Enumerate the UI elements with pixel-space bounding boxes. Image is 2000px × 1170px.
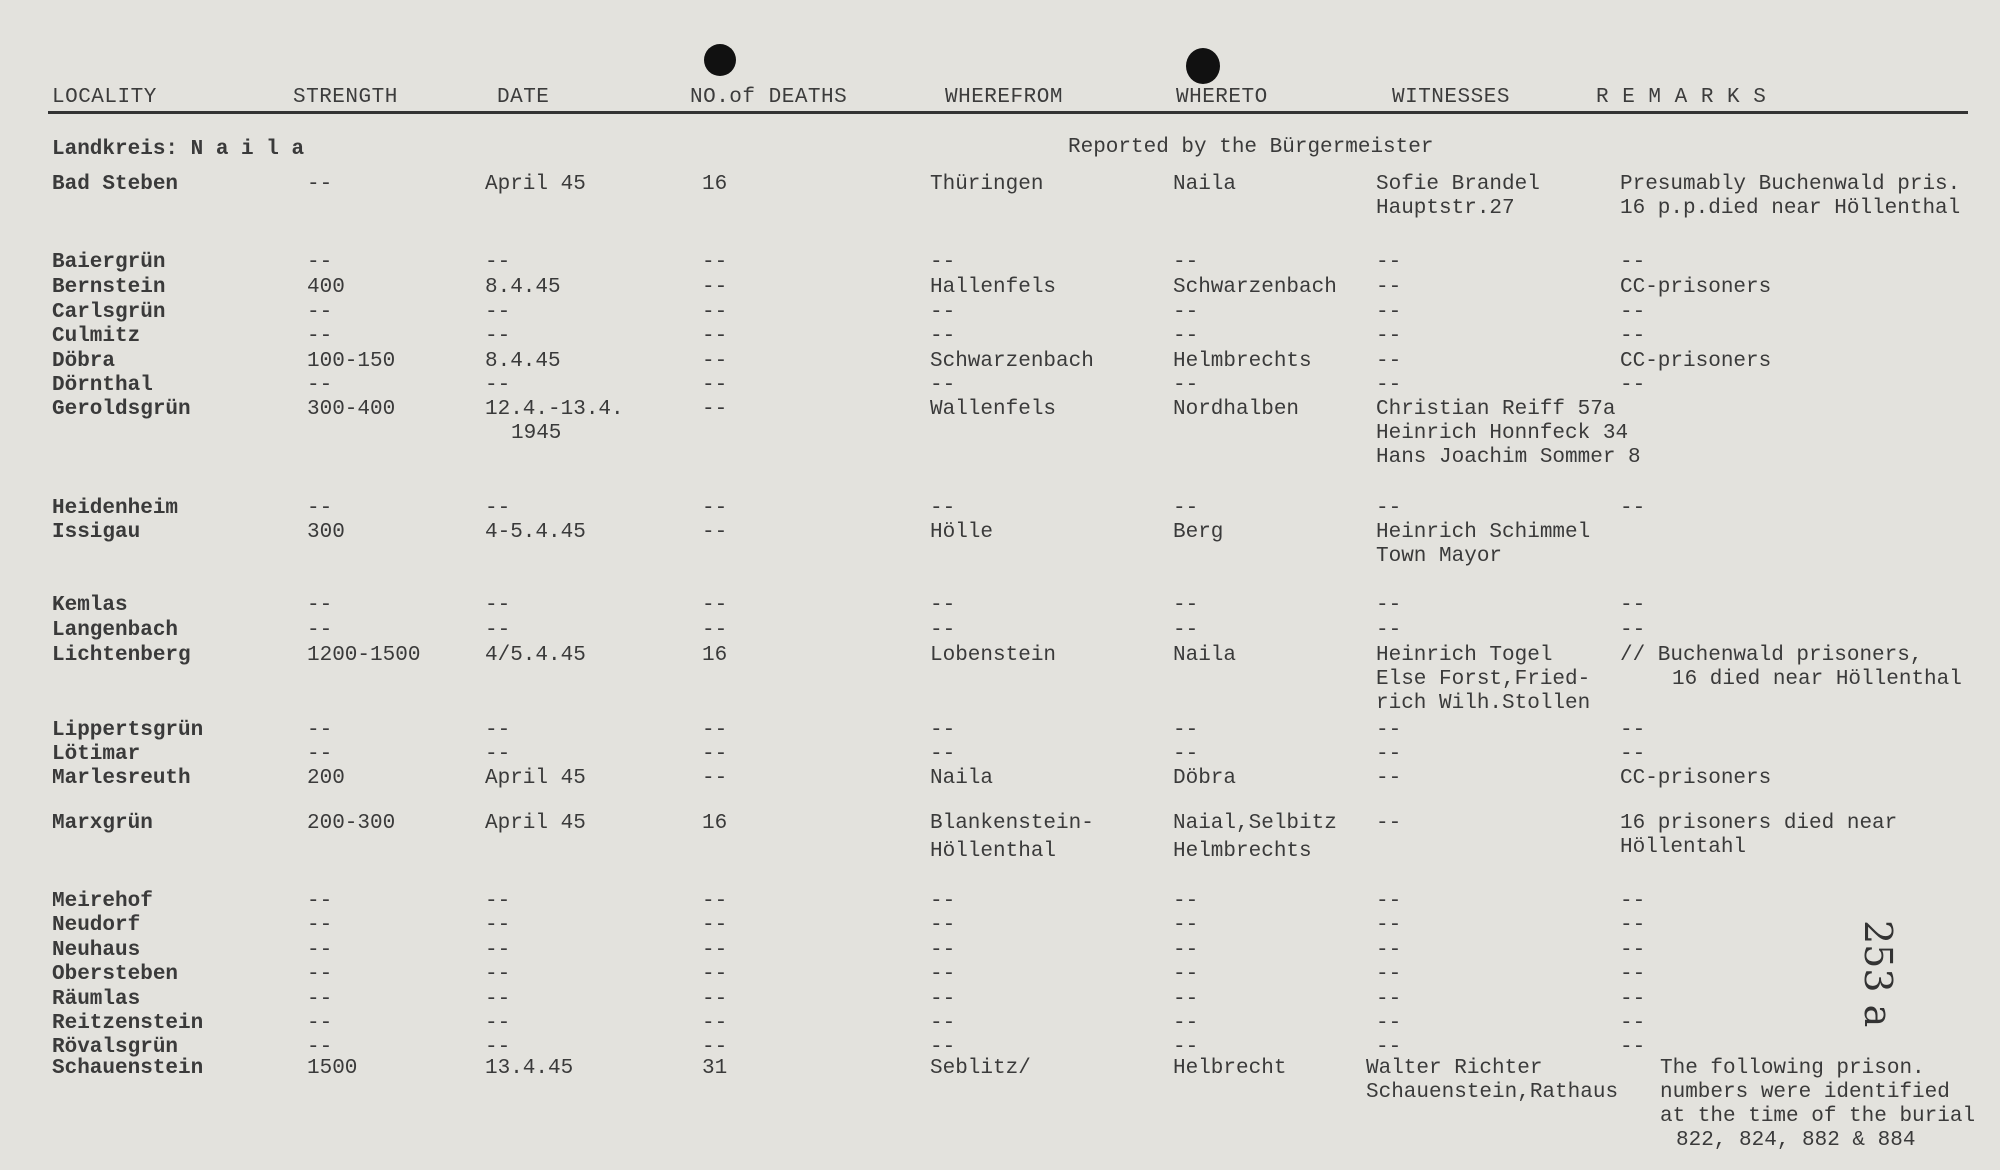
- locality-cell: Meirehof: [52, 890, 153, 913]
- strength-cell: --: [307, 301, 333, 324]
- deaths-cell: --: [702, 251, 728, 274]
- strength-cell: --: [307, 890, 333, 913]
- date-cell: --: [485, 914, 511, 937]
- remarks-cell-line2: 16 died near Höllenthal: [1672, 668, 1962, 691]
- deaths-cell: --: [702, 890, 728, 913]
- header-whereto: WHERETO: [1176, 86, 1268, 109]
- wherefrom-cell: --: [930, 890, 956, 913]
- date-cell: --: [485, 1036, 511, 1059]
- remarks-cell: --: [1620, 743, 1646, 766]
- witnesses-cell: --: [1376, 301, 1402, 324]
- remarks-cell-line4: 822, 824, 882 & 884: [1676, 1129, 1916, 1152]
- strength-cell: --: [307, 914, 333, 937]
- date-cell: --: [485, 963, 511, 986]
- strength-cell: --: [307, 939, 333, 962]
- remarks-cell: --: [1620, 497, 1646, 520]
- strength-cell: 200: [307, 767, 345, 790]
- locality-cell: Marlesreuth: [52, 767, 191, 790]
- witnesses-cell-line2: Town Mayor: [1376, 545, 1503, 568]
- strength-cell: 200-300: [307, 812, 396, 835]
- remarks-cell: --: [1620, 594, 1646, 617]
- deaths-cell: --: [702, 767, 728, 790]
- deaths-cell: 16: [702, 812, 728, 835]
- wherefrom-cell-line2: Höllenthal: [930, 840, 1057, 863]
- remarks-cell: --: [1620, 1012, 1646, 1035]
- deaths-cell: --: [702, 619, 728, 642]
- remarks-cell: --: [1620, 374, 1646, 397]
- wherefrom-cell: --: [930, 719, 956, 742]
- witnesses-cell: --: [1376, 988, 1402, 1011]
- wherefrom-cell: Hallenfels: [930, 276, 1057, 299]
- header-witnesses: WITNESSES: [1392, 86, 1510, 109]
- date-cell: --: [485, 988, 511, 1011]
- locality-cell: Heidenheim: [52, 497, 179, 520]
- deaths-cell: --: [702, 963, 728, 986]
- locality-cell: Lötimar: [52, 743, 141, 766]
- locality-cell: Döbra: [52, 350, 116, 373]
- remarks-cell: CC-prisoners: [1620, 767, 1772, 790]
- wherefrom-cell: Seblitz/: [930, 1057, 1031, 1080]
- wherefrom-cell: --: [930, 914, 956, 937]
- locality-cell: Rövalsgrün: [52, 1036, 179, 1059]
- witnesses-cell: --: [1376, 963, 1402, 986]
- locality-cell: Reitzenstein: [52, 1012, 204, 1035]
- strength-cell: --: [307, 251, 333, 274]
- date-cell: April 45: [485, 173, 586, 196]
- whereto-cell: Döbra: [1173, 767, 1237, 790]
- strength-cell: --: [307, 1012, 333, 1035]
- locality-cell: Bad Steben: [52, 173, 179, 196]
- strength-cell: --: [307, 1036, 333, 1059]
- locality-cell: Dörnthal: [52, 374, 153, 397]
- wherefrom-cell: --: [930, 963, 956, 986]
- remarks-cell-line2: 16 p.p.died near Höllenthal: [1620, 197, 1961, 220]
- locality-cell: Culmitz: [52, 325, 141, 348]
- deaths-cell: --: [702, 521, 728, 544]
- wherefrom-cell: Blankenstein-: [930, 812, 1094, 835]
- date-cell-line2: 1945: [511, 422, 562, 445]
- deaths-cell: --: [702, 276, 728, 299]
- date-cell: --: [485, 939, 511, 962]
- witnesses-cell: Heinrich Schimmel: [1376, 521, 1591, 544]
- whereto-cell: Naial,Selbitz: [1173, 812, 1337, 835]
- remarks-cell: --: [1620, 1036, 1646, 1059]
- whereto-cell: --: [1173, 251, 1199, 274]
- remarks-cell: --: [1620, 939, 1646, 962]
- whereto-cell: --: [1173, 594, 1199, 617]
- strength-cell: 1500: [307, 1057, 358, 1080]
- witnesses-cell: --: [1376, 767, 1402, 790]
- deaths-cell: 16: [702, 644, 728, 667]
- deaths-cell: --: [702, 497, 728, 520]
- whereto-cell: Berg: [1173, 521, 1224, 544]
- remarks-cell: --: [1620, 890, 1646, 913]
- witnesses-cell: --: [1376, 497, 1402, 520]
- whereto-cell: --: [1173, 988, 1199, 1011]
- deaths-cell: --: [702, 374, 728, 397]
- date-cell: --: [485, 890, 511, 913]
- strength-cell: 300-400: [307, 398, 396, 421]
- whereto-cell: --: [1173, 497, 1199, 520]
- header-wherefrom: WHEREFROM: [945, 86, 1063, 109]
- witnesses-cell-line2: Else Forst,Fried-: [1376, 668, 1591, 691]
- strength-cell: --: [307, 594, 333, 617]
- remarks-cell: --: [1620, 325, 1646, 348]
- deaths-cell: --: [702, 301, 728, 324]
- whereto-cell: --: [1173, 743, 1199, 766]
- strength-cell: --: [307, 719, 333, 742]
- date-cell: --: [485, 497, 511, 520]
- landkreis-label: Landkreis: N a i l a: [52, 138, 305, 161]
- strength-cell: --: [307, 963, 333, 986]
- header-strength: STRENGTH: [293, 86, 398, 109]
- date-cell: 8.4.45: [485, 276, 561, 299]
- date-cell: 8.4.45: [485, 350, 561, 373]
- locality-cell: Baiergrün: [52, 251, 166, 274]
- wherefrom-cell: Lobenstein: [930, 644, 1057, 667]
- date-cell: --: [485, 743, 511, 766]
- witnesses-cell: --: [1376, 276, 1402, 299]
- deaths-cell: 31: [702, 1057, 728, 1080]
- strength-cell: 100-150: [307, 350, 396, 373]
- witnesses-cell: --: [1376, 914, 1402, 937]
- strength-cell: --: [307, 497, 333, 520]
- whereto-cell: --: [1173, 890, 1199, 913]
- locality-cell: Schauenstein: [52, 1057, 204, 1080]
- date-cell: --: [485, 619, 511, 642]
- whereto-cell: Schwarzenbach: [1173, 276, 1337, 299]
- witnesses-cell: --: [1376, 1036, 1402, 1059]
- locality-cell: Carlsgrün: [52, 301, 166, 324]
- witnesses-cell: --: [1376, 743, 1402, 766]
- deaths-cell: 16: [702, 173, 728, 196]
- header-locality: LOCALITY: [52, 86, 157, 109]
- witnesses-cell: Sofie Brandel: [1376, 173, 1540, 196]
- date-cell: April 45: [485, 767, 586, 790]
- header-remarks: R E M A R K S: [1596, 86, 1767, 109]
- whereto-cell: Naila: [1173, 644, 1237, 667]
- wherefrom-cell: --: [930, 374, 956, 397]
- witnesses-cell-line2: Schauenstein,Rathaus: [1366, 1081, 1619, 1104]
- wherefrom-cell: --: [930, 743, 956, 766]
- remarks-cell: --: [1620, 914, 1646, 937]
- locality-cell: Kemlas: [52, 594, 128, 617]
- wherefrom-cell: --: [930, 1012, 956, 1035]
- handwritten-page-number: 253 a: [1856, 920, 1900, 1028]
- date-cell: --: [485, 719, 511, 742]
- header-rule: [48, 111, 1968, 114]
- witnesses-cell: Christian Reiff 57a: [1376, 398, 1616, 421]
- witnesses-cell-line3: rich Wilh.Stollen: [1376, 692, 1591, 715]
- locality-cell: Neudorf: [52, 914, 141, 937]
- witnesses-cell: --: [1376, 374, 1402, 397]
- wherefrom-cell: Wallenfels: [930, 398, 1057, 421]
- punch-hole-right: [1186, 48, 1220, 84]
- whereto-cell: --: [1173, 963, 1199, 986]
- locality-cell: Issigau: [52, 521, 141, 544]
- locality-cell: Marxgrün: [52, 812, 153, 835]
- deaths-cell: --: [702, 1036, 728, 1059]
- whereto-cell: --: [1173, 914, 1199, 937]
- whereto-cell: --: [1173, 619, 1199, 642]
- locality-cell: Neuhaus: [52, 939, 141, 962]
- strength-cell: --: [307, 374, 333, 397]
- remarks-cell: 16 prisoners died near: [1620, 812, 1898, 835]
- witnesses-cell-line2: Heinrich Honnfeck 34: [1376, 422, 1629, 445]
- wherefrom-cell: --: [930, 301, 956, 324]
- deaths-cell: --: [702, 398, 728, 421]
- punch-hole-left: [704, 44, 736, 76]
- strength-cell: --: [307, 325, 333, 348]
- date-cell: April 45: [485, 812, 586, 835]
- deaths-cell: --: [702, 1012, 728, 1035]
- deaths-cell: --: [702, 719, 728, 742]
- date-cell: 4-5.4.45: [485, 521, 586, 544]
- locality-cell: Bernstein: [52, 276, 166, 299]
- whereto-cell: --: [1173, 325, 1199, 348]
- deaths-cell: --: [702, 988, 728, 1011]
- locality-cell: Langenbach: [52, 619, 179, 642]
- wherefrom-cell: --: [930, 497, 956, 520]
- remarks-cell: --: [1620, 719, 1646, 742]
- deaths-cell: --: [702, 594, 728, 617]
- remarks-cell: --: [1620, 251, 1646, 274]
- date-cell: --: [485, 301, 511, 324]
- header-deaths: NO.of DEATHS: [690, 86, 848, 109]
- witnesses-cell: --: [1376, 325, 1402, 348]
- strength-cell: 300: [307, 521, 345, 544]
- wherefrom-cell: --: [930, 251, 956, 274]
- deaths-cell: --: [702, 914, 728, 937]
- header-date: DATE: [497, 86, 550, 109]
- remarks-cell-line3: at the time of the burial: [1660, 1105, 1976, 1128]
- wherefrom-cell: --: [930, 988, 956, 1011]
- witnesses-cell: --: [1376, 939, 1402, 962]
- witnesses-cell: --: [1376, 251, 1402, 274]
- strength-cell: --: [307, 173, 333, 196]
- remarks-cell: CC-prisoners: [1620, 276, 1772, 299]
- witnesses-cell: --: [1376, 1012, 1402, 1035]
- strength-cell: 1200-1500: [307, 644, 421, 667]
- whereto-cell: Naila: [1173, 173, 1237, 196]
- deaths-cell: --: [702, 939, 728, 962]
- witnesses-cell-line3: Hans Joachim Sommer 8: [1376, 446, 1641, 469]
- remarks-cell: --: [1620, 988, 1646, 1011]
- whereto-cell: --: [1173, 374, 1199, 397]
- remarks-cell: Presumably Buchenwald pris.: [1620, 173, 1961, 196]
- deaths-cell: --: [702, 743, 728, 766]
- whereto-cell: Helmbrechts: [1173, 350, 1312, 373]
- deaths-cell: --: [702, 350, 728, 373]
- locality-cell: Lichtenberg: [52, 644, 191, 667]
- strength-cell: 400: [307, 276, 345, 299]
- whereto-cell: --: [1173, 719, 1199, 742]
- remarks-cell: --: [1620, 619, 1646, 642]
- remarks-cell-line2: numbers were identified: [1660, 1081, 1950, 1104]
- whereto-cell: --: [1173, 1036, 1199, 1059]
- wherefrom-cell: --: [930, 619, 956, 642]
- date-cell: --: [485, 1012, 511, 1035]
- wherefrom-cell: Schwarzenbach: [930, 350, 1094, 373]
- wherefrom-cell: --: [930, 594, 956, 617]
- date-cell: --: [485, 251, 511, 274]
- remarks-cell: CC-prisoners: [1620, 350, 1772, 373]
- witnesses-cell: --: [1376, 890, 1402, 913]
- wherefrom-cell: Hölle: [930, 521, 994, 544]
- date-cell: --: [485, 374, 511, 397]
- strength-cell: --: [307, 988, 333, 1011]
- wherefrom-cell: Thüringen: [930, 173, 1044, 196]
- date-cell: --: [485, 325, 511, 348]
- date-cell: --: [485, 594, 511, 617]
- witnesses-cell: Walter Richter: [1366, 1057, 1543, 1080]
- remarks-cell: --: [1620, 963, 1646, 986]
- witnesses-cell: --: [1376, 619, 1402, 642]
- witnesses-cell: --: [1376, 812, 1402, 835]
- deaths-cell: --: [702, 325, 728, 348]
- locality-cell: Lippertsgrün: [52, 719, 204, 742]
- witnesses-cell: --: [1376, 350, 1402, 373]
- remarks-cell: The following prison.: [1660, 1057, 1925, 1080]
- whereto-cell: Helbrecht: [1173, 1057, 1287, 1080]
- whereto-cell-line2: Helmbrechts: [1173, 840, 1312, 863]
- wherefrom-cell: Naila: [930, 767, 994, 790]
- locality-cell: Obersteben: [52, 963, 179, 986]
- reported-by-note: Reported by the Bürgermeister: [1068, 136, 1434, 159]
- date-cell: 12.4.-13.4.: [485, 398, 624, 421]
- locality-cell: Geroldsgrün: [52, 398, 191, 421]
- whereto-cell: Nordhalben: [1173, 398, 1300, 421]
- locality-cell: Räumlas: [52, 988, 141, 1011]
- remarks-cell: // Buchenwald prisoners,: [1620, 644, 1923, 667]
- wherefrom-cell: --: [930, 1036, 956, 1059]
- witnesses-cell: --: [1376, 719, 1402, 742]
- remarks-cell: --: [1620, 301, 1646, 324]
- witnesses-cell-line2: Hauptstr.27: [1376, 197, 1515, 220]
- strength-cell: --: [307, 743, 333, 766]
- date-cell: 13.4.45: [485, 1057, 574, 1080]
- remarks-cell-line2: Höllentahl: [1620, 836, 1747, 859]
- strength-cell: --: [307, 619, 333, 642]
- witnesses-cell: --: [1376, 594, 1402, 617]
- whereto-cell: --: [1173, 939, 1199, 962]
- date-cell: 4/5.4.45: [485, 644, 586, 667]
- wherefrom-cell: --: [930, 325, 956, 348]
- wherefrom-cell: --: [930, 939, 956, 962]
- witnesses-cell: Heinrich Togel: [1376, 644, 1553, 667]
- whereto-cell: --: [1173, 301, 1199, 324]
- whereto-cell: --: [1173, 1012, 1199, 1035]
